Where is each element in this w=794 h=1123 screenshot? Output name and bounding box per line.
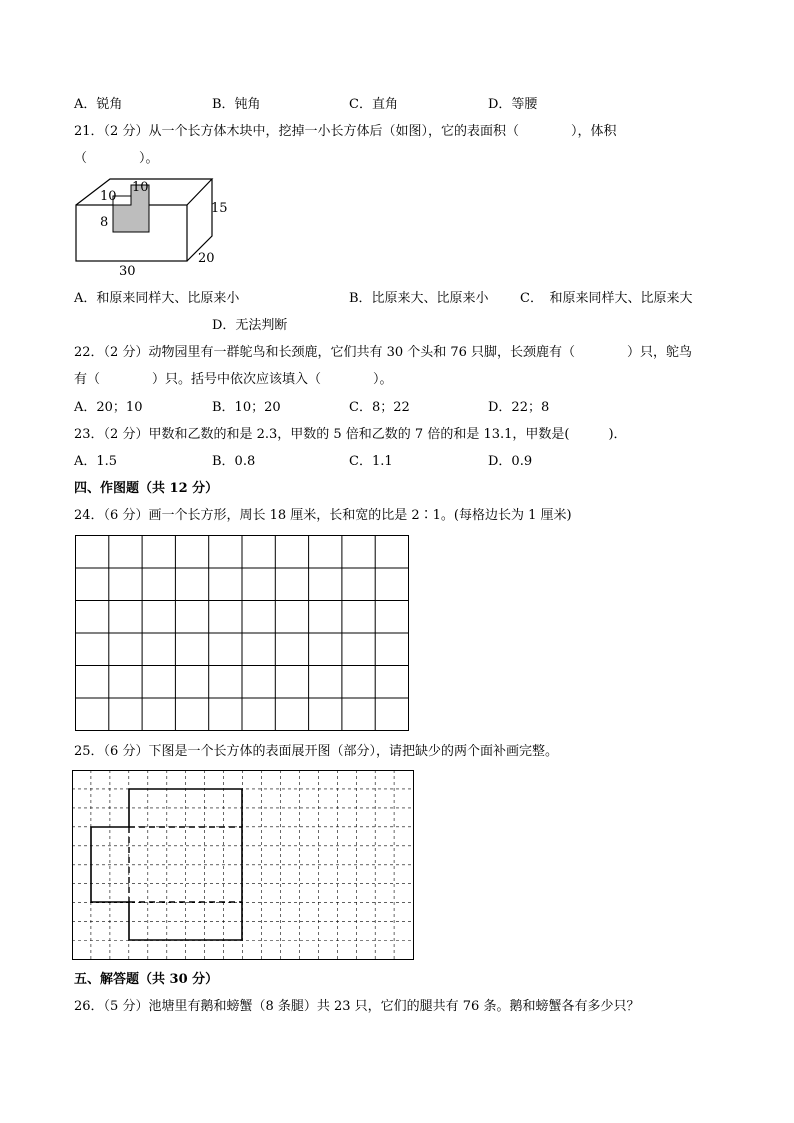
label-width-cut: 10 — [132, 180, 149, 195]
q25-stem: 25．（6 分）下图是一个长方体的表面展开图（部分），请把缺少的两个面补画完整。 — [74, 744, 558, 759]
q21-stem-line1: 21．（2 分）从一个长方体木块中，挖掉一小长方体后（如图），它的表面积（ ），体积 — [74, 124, 617, 139]
q22-option-d: D．22；8 — [488, 400, 550, 415]
q23-option-d: D．0.9 — [488, 454, 533, 469]
label-width: 20 — [198, 251, 215, 266]
q20-option-a: A．锐角 — [74, 97, 123, 112]
q22-option-c: C．8；22 — [349, 400, 410, 415]
q21-stem-line2: （ ）。 — [74, 151, 159, 166]
q21-option-a: A．和原来同样大、比原来小 — [74, 291, 240, 306]
section-heading-5: 五、解答题（共 30 分） — [74, 972, 219, 987]
q25-net-grid — [72, 770, 416, 962]
q20-option-b: B．钝角 — [212, 97, 261, 112]
q20-option-d: D．等腰 — [488, 97, 538, 112]
q21-option-c: C． 和原来同样大、比原来大 — [520, 291, 693, 306]
q23-option-b: B．0.8 — [212, 454, 256, 469]
q21-option-b: B．比原来大、比原来小 — [349, 291, 489, 306]
q23-option-c: C．1.1 — [349, 454, 393, 469]
q22-stem-line1: 22．（2 分）动物园里有一群鸵鸟和长颈鹿，它们共有 30 个头和 76 只脚，长颈鹿有（ ）只，鸵鸟 — [74, 345, 693, 360]
label-depth: 10 — [100, 189, 117, 204]
q21-cuboid-figure — [70, 174, 240, 279]
section-heading-4: 四、作图题（共 12 分） — [74, 481, 219, 496]
q22-option-b: B．10；20 — [212, 400, 281, 415]
q24-stem: 24．（6 分）画一个长方形，周长 18 厘米，长和宽的比是 2∶1。(每格边长为 1 厘米) — [74, 508, 572, 523]
label-cut-height: 8 — [100, 215, 109, 230]
label-length: 30 — [119, 264, 136, 279]
q24-drawing-grid — [75, 535, 410, 732]
q20-option-c: C．直角 — [349, 97, 398, 112]
q26-stem: 26．（5 分）池塘里有鹅和螃蟹（8 条腿）共 23 只，它们的腿共有 76 条。鹅和螃蟹各有多少只？ — [74, 999, 640, 1014]
q22-stem-line2: 有（ ）只。括号中依次应该填入（ ）。 — [74, 372, 393, 387]
q23-stem: 23．（2 分）甲数和乙数的和是 2.3，甲数的 5 倍和乙数的 7 倍的和是 13.1，甲数是( )． — [74, 427, 627, 442]
q21-option-d: D．无法判断 — [212, 318, 288, 333]
q22-option-a: A．20；10 — [74, 400, 143, 415]
net-outline — [91, 789, 242, 940]
label-height: 15 — [211, 201, 228, 216]
q23-option-a: A．1.5 — [74, 454, 118, 469]
